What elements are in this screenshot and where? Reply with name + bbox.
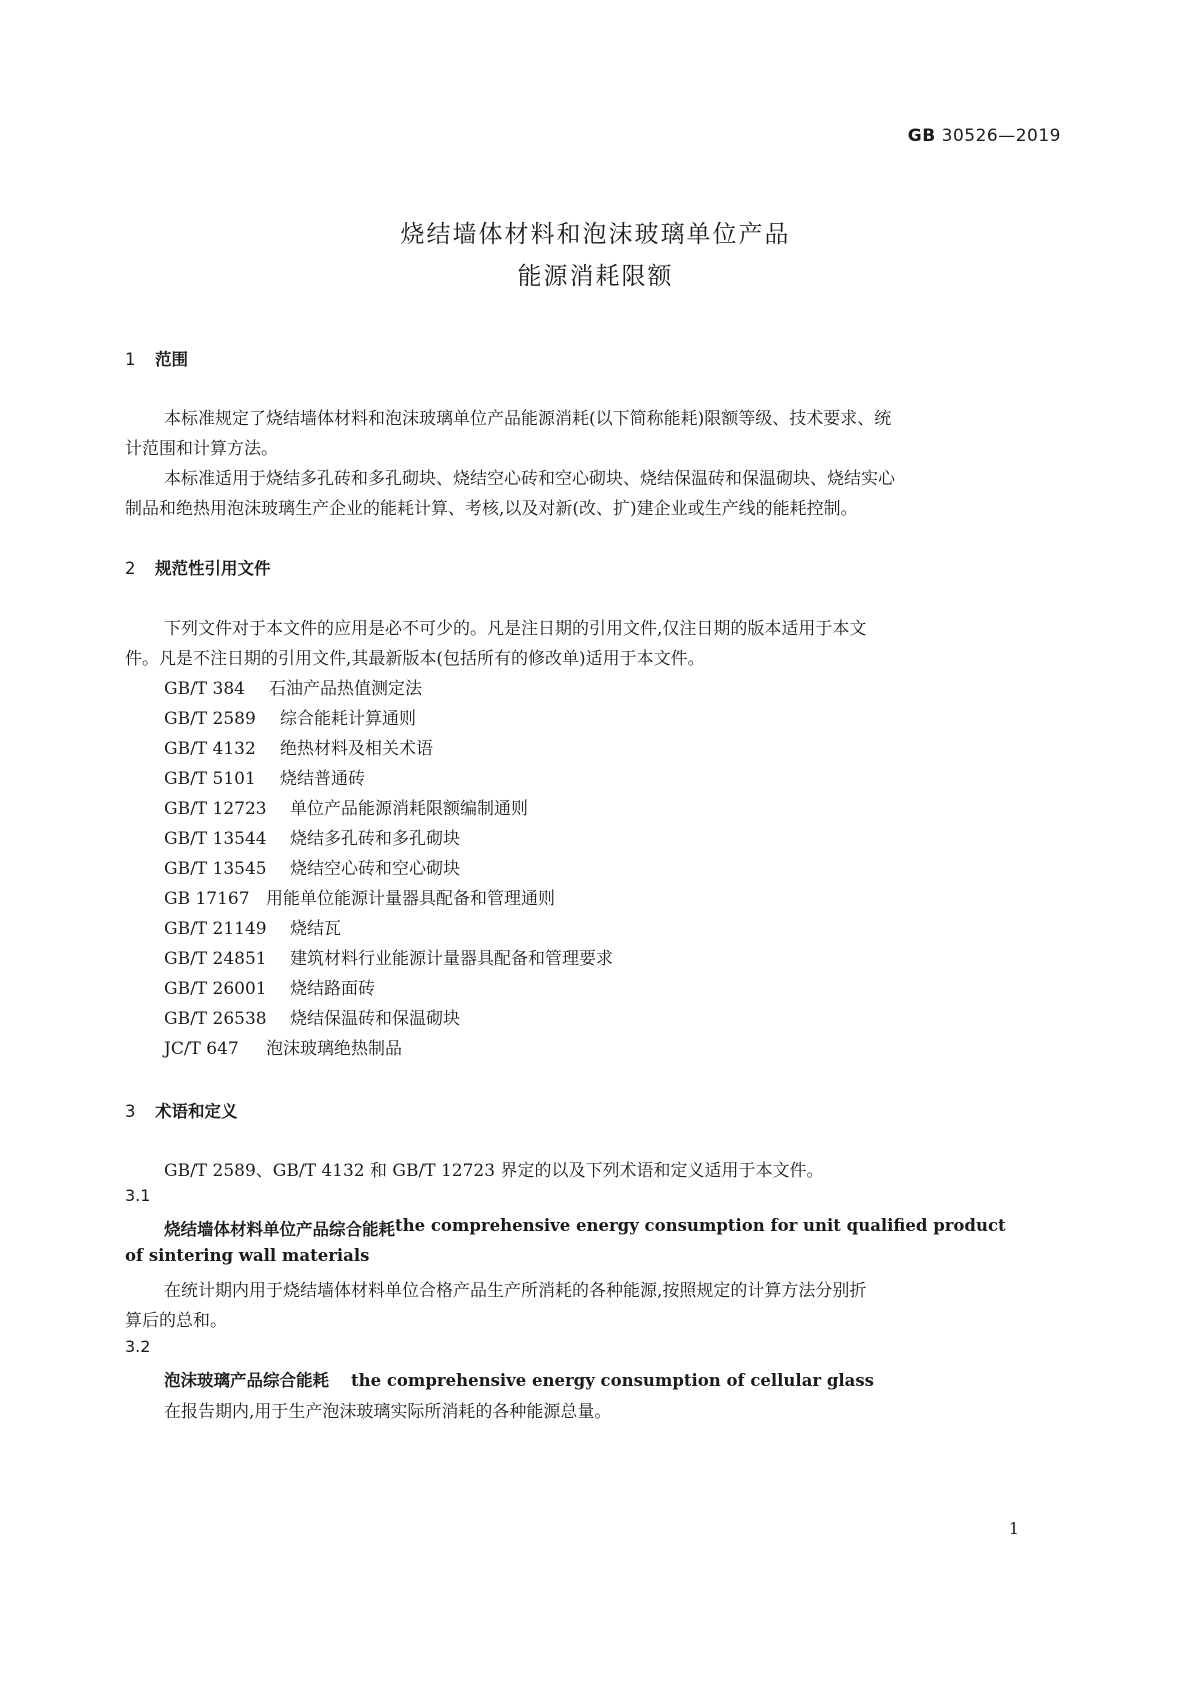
reference-code: GB/T 4132 [164,739,256,759]
section1-para1-line2: 计范围和计算方法。 [125,439,278,459]
term2-number: 3.2 [125,1337,151,1356]
term1-definition-line1: 在统计期内用于烧结墙体材料单位合格产品生产所消耗的各种能源,按照规定的计算方法分别折 [164,1281,867,1301]
reference-item [164,674,422,699]
term1-chinese: 烧结墙体材料单位产品综合能耗 [164,1220,395,1239]
section3-heading [125,1098,238,1122]
section2-intro-line2: 件。凡是不注日期的引用文件,其最新版本(包括所有的修改单)适用于本文件。 [125,649,705,669]
reference-title: 综合能耗计算通则 [280,709,416,729]
term2-english: the comprehensive energy consumption of cellular glass [351,1371,874,1390]
term2-definition: 在报告期内,用于生产泡沫玻璃实际所消耗的各种能源总量。 [164,1402,612,1422]
reference-item [164,1034,402,1059]
reference-title: 石油产品热值测定法 [269,679,422,699]
term2-chinese: 泡沫玻璃产品综合能耗 [164,1371,329,1390]
reference-title: 烧结空心砖和空心砌块 [290,859,460,879]
page-number: 1 [1008,1519,1019,1538]
reference-title: 建筑材料行业能源计量器具配备和管理要求 [290,949,613,969]
reference-code: GB/T 12723 [164,799,267,819]
reference-item [164,884,555,909]
reference-code: GB/T 384 [164,679,245,699]
reference-item [164,734,433,759]
section1-number: 1 [125,350,136,369]
standard-code [908,126,1061,146]
term1-title-line1 [164,1216,1006,1240]
section1-heading [125,346,188,370]
reference-title: 烧结多孔砖和多孔砌块 [290,829,460,849]
reference-code: JC/T 647 [164,1039,239,1059]
reference-code: GB/T 5101 [164,769,256,789]
reference-code: GB/T 13545 [164,859,267,879]
document-title-line2: 能源消耗限额 [517,262,674,290]
reference-item [164,824,460,849]
section1-para2-line1: 本标准适用于烧结多孔砖和多孔砌块、烧结空心砖和空心砌块、烧结保温砖和保温砌块、烧结实心 [164,469,895,489]
section2-intro-line1: 下列文件对于本文件的应用是必不可少的。凡是注日期的引用文件,仅注日期的版本适用于本文 [164,619,867,639]
section3-title: 术语和定义 [155,1102,238,1121]
section1-title: 范围 [155,350,188,369]
reference-title: 烧结普通砖 [280,769,365,789]
section3-intro: GB/T 2589、GB/T 4132 和 GB/T 12723 界定的以及下列术语和定义适用于本文件。 [164,1161,824,1181]
reference-code: GB/T 24851 [164,949,267,969]
reference-item [164,944,613,969]
term2-title [164,1367,874,1391]
reference-code: GB 17167 [164,889,250,909]
section2-heading [125,555,271,579]
reference-title: 绝热材料及相关术语 [280,739,433,759]
document-title-line1: 烧结墙体材料和泡沫玻璃单位产品 [400,220,791,248]
reference-item [164,764,365,789]
reference-title: 单位产品能源消耗限额编制通则 [290,799,528,819]
reference-title: 泡沫玻璃绝热制品 [266,1039,402,1059]
reference-title: 用能单位能源计量器具配备和管理通则 [266,889,555,909]
section1-para2-line2: 制品和绝热用泡沫玻璃生产企业的能耗计算、考核,以及对新(改、扩)建企业或生产线的能耗控制。 [125,499,858,519]
standard-code-prefix: GB [907,126,936,146]
section1-para1-line1: 本标准规定了烧结墙体材料和泡沫玻璃单位产品能源消耗(以下简称能耗)限额等级、技术要求、统 [164,409,892,429]
reference-item [164,914,341,939]
section2-number: 2 [125,559,136,578]
reference-code: GB/T 21149 [164,919,267,939]
reference-title: 烧结瓦 [290,919,341,939]
term1-english-line1: the comprehensive energy consumption for unit qualified product [395,1216,1006,1235]
reference-code: GB/T 26001 [164,979,267,999]
reference-code: GB/T 26538 [164,1009,267,1029]
reference-title: 烧结路面砖 [290,979,375,999]
term1-number: 3.1 [125,1186,151,1205]
standard-code-number: 30526—2019 [941,126,1061,146]
reference-item [164,794,528,819]
term1-definition-line2: 算后的总和。 [125,1311,227,1331]
section3-number: 3 [125,1102,136,1121]
reference-item [164,854,460,879]
term1-english-line2: of sintering wall materials [125,1246,370,1265]
reference-title: 烧结保温砖和保温砌块 [290,1009,460,1029]
reference-item [164,1004,460,1029]
section2-title: 规范性引用文件 [155,559,271,578]
reference-item [164,704,416,729]
reference-item [164,974,375,999]
reference-code: GB/T 2589 [164,709,256,729]
reference-code: GB/T 13544 [164,829,267,849]
